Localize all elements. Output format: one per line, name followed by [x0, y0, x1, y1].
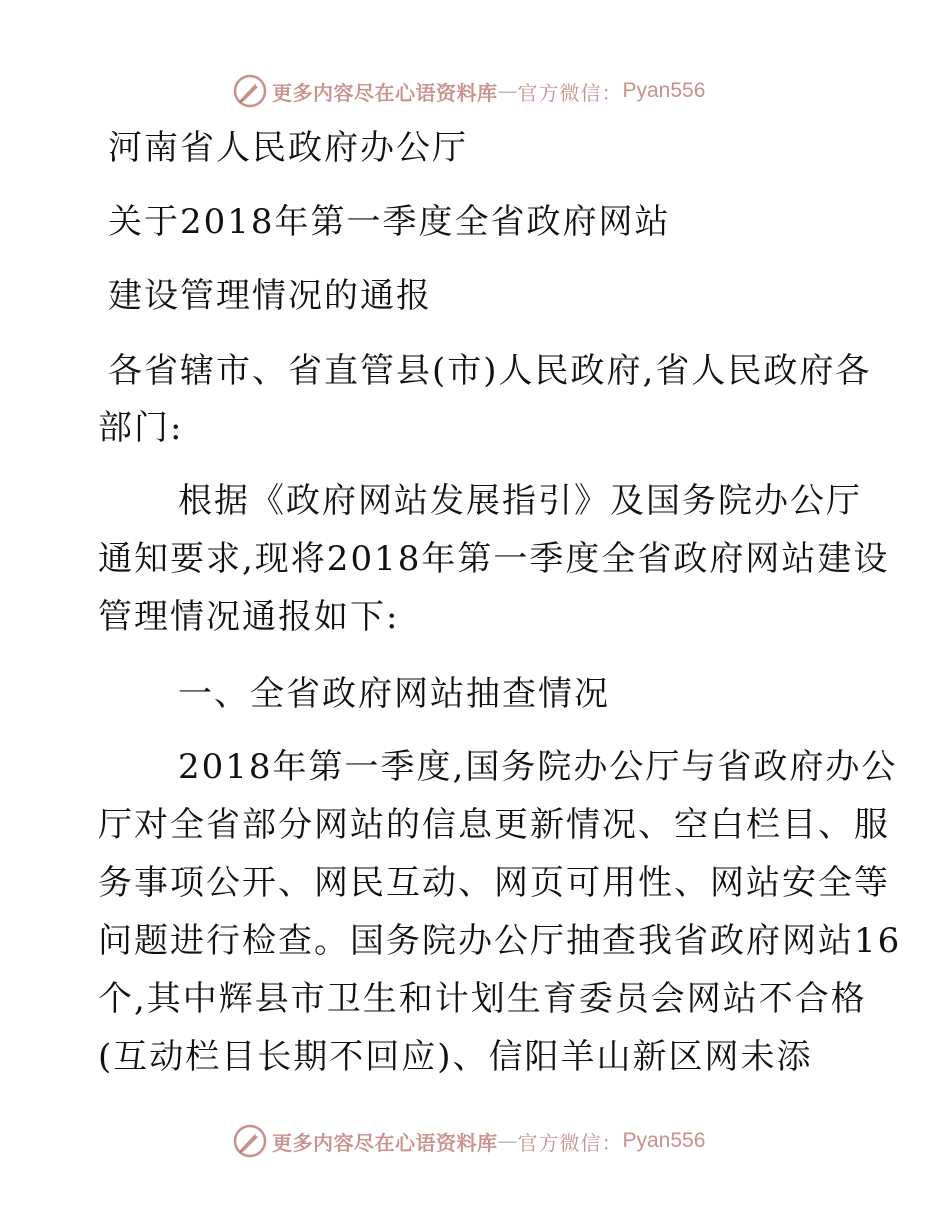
- watermark-banner-top: [232, 72, 705, 110]
- pen-logo-icon: [232, 1123, 268, 1159]
- title-line-1: 河南省人民政府办公厅: [108, 128, 468, 168]
- watermark-account: Pyan556: [622, 79, 706, 102]
- watermark-banner-bottom: [232, 1122, 705, 1160]
- title-line-3: 建设管理情况的通报: [108, 276, 432, 316]
- section1-heading: 一、全省政府网站抽查情况: [178, 674, 610, 714]
- watermark-wechat-label: 官方微信：: [517, 1130, 623, 1155]
- watermark-wechat-label: 官方微信：: [517, 80, 623, 105]
- section1-line-4: 问题进行检查。国务院办公厅抽查我省政府网站16: [98, 921, 902, 961]
- section1-line-6: (互动栏目长期不回应)、信阳羊山新区网未添: [98, 1037, 813, 1077]
- section1-line-2: 厅对全省部分网站的信息更新情况、空白栏目、服: [98, 805, 890, 845]
- salutation-line-2: 部门:: [98, 408, 184, 448]
- section1-line-3: 务事项公开、网民互动、网页可用性、网站安全等: [98, 863, 890, 903]
- title-line-2: 关于2018年第一季度全省政府网站: [108, 202, 671, 242]
- salutation-line-1: 各省辖市、省直管县(市)人民政府,省人民政府各: [108, 351, 872, 391]
- watermark-dash: —: [497, 1129, 518, 1153]
- watermark-dash: —: [497, 79, 518, 103]
- intro-line-2: 通知要求,现将2018年第一季度全省政府网站建设: [98, 539, 890, 579]
- watermark-text: 更多内容尽在心语资料库: [272, 80, 498, 105]
- watermark-text: 更多内容尽在心语资料库: [272, 1130, 498, 1155]
- section1-line-1: 2018年第一季度,国务院办公厅与省政府办公: [178, 747, 898, 787]
- pen-logo-icon: [232, 73, 268, 109]
- section1-line-5: 个,其中辉县市卫生和计划生育委员会网站不合格: [98, 979, 867, 1019]
- watermark-account: Pyan556: [622, 1129, 706, 1152]
- intro-line-1: 根据《政府网站发展指引》及国务院办公厅: [178, 481, 862, 521]
- intro-line-3: 管理情况通报如下:: [98, 597, 400, 637]
